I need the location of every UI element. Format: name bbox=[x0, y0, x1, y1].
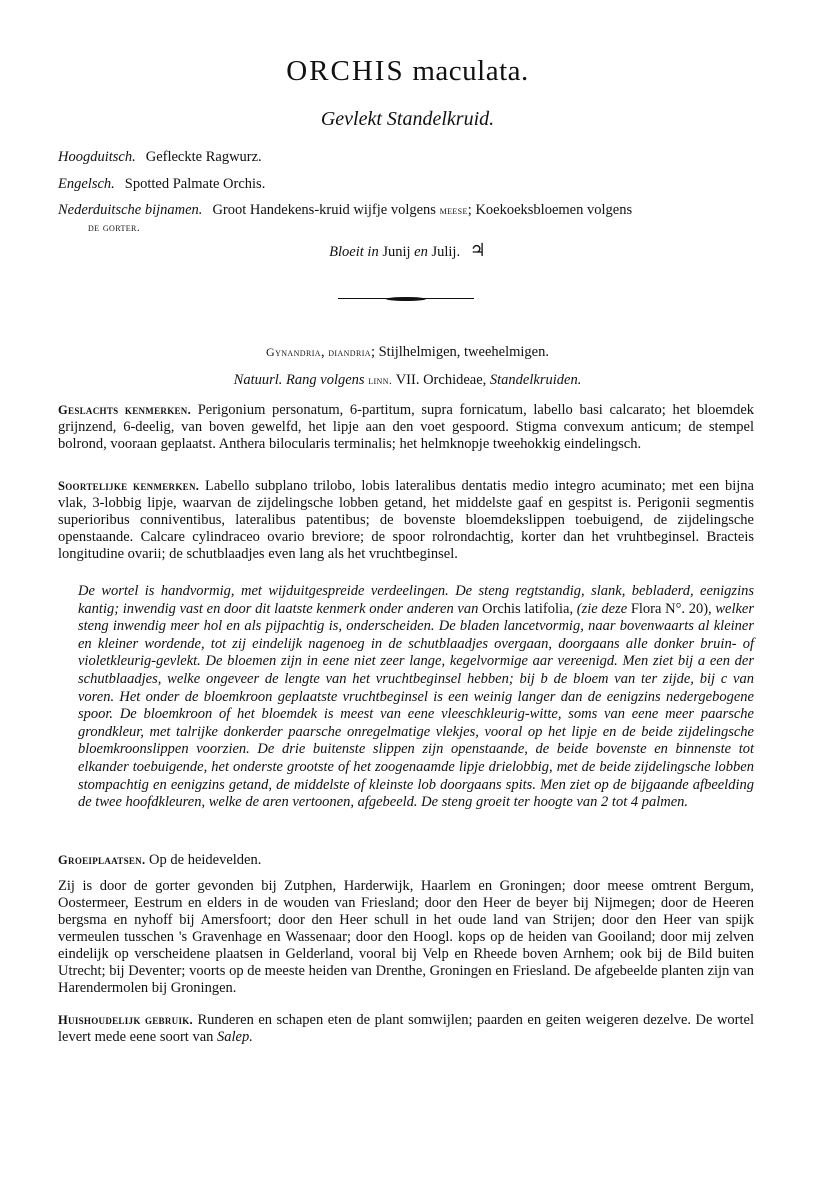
economic-use-lead: Huishoudelijk gebruik. bbox=[58, 1013, 193, 1027]
natural-rank-c: Orchideae, bbox=[423, 372, 487, 388]
perennial-symbol: ♃ bbox=[469, 240, 486, 260]
natural-rank-a: Natuurl. Rang volgens bbox=[233, 372, 365, 388]
value-german: Gefleckte Ragwurz. bbox=[145, 149, 262, 165]
author-meese: meese bbox=[439, 203, 468, 217]
natural-rank-line bbox=[0, 372, 815, 389]
description-block bbox=[78, 583, 754, 812]
description-p2: (zie deze bbox=[576, 600, 628, 617]
species-characters-lead: Soortelijke kenmerken. bbox=[58, 479, 200, 493]
genus-characters-text: Perigonium personatum, 6-partitum, supra fornicatum, labello basi calcarato; het bloemdek grijnzend, 6-deelig, van boven gewelfd, het lipje aan den voet gespoord. Stigma convexum anticum; de stempel bolrond, vooraan geplaatst. Anthera bilocularis terminalis; het helmknopje tweehokkig eindelingsch. bbox=[58, 402, 754, 452]
name-english bbox=[58, 176, 754, 193]
species-characters bbox=[58, 478, 754, 563]
economic-use-text: Runderen en schapen eten de plant somwijlen; paarden en geiten weigeren dezelve. De wortel levert mede eene soort van bbox=[58, 1012, 754, 1045]
salep-word: Salep. bbox=[217, 1029, 253, 1045]
natural-rank-d: Standelkruiden. bbox=[489, 372, 582, 388]
habitat-head bbox=[58, 852, 754, 869]
bloei-word-4: en bbox=[414, 244, 428, 260]
natural-rank-b: VII. bbox=[395, 372, 420, 388]
value-dutch-b: ; Koekoeksbloemen volgens bbox=[467, 202, 633, 218]
author-gorter: de gorter. bbox=[88, 220, 141, 234]
label-german: Hoogduitsch. bbox=[58, 149, 136, 165]
ornamental-divider bbox=[338, 298, 474, 299]
bloei-line bbox=[0, 240, 815, 261]
label-english: Engelsch. bbox=[58, 176, 115, 192]
species-characters-text: Labello subplano trilobo, lobis lateralibus dentatis medio integro acuminato; met een bijna vlak, 3-lobbig lipje, waarvan de zijdelingsche lobben getand, het middelste gaaf en gespitst is. Perigonii segmentis superioribus conniventibus, lateralibus patentibus; de bovenste bloemdekslippen toebuigend, de zijdelingsche openstaande. Calcare cylindraceo ovario breviore; de spoor rolrondachtig, korter dan het vruhtbeginsel. Bracteis longitudine ovarii; de schutblaadjes even lang als het vruchtbeginsel. bbox=[58, 478, 754, 562]
title-species: maculata. bbox=[412, 55, 529, 87]
bloei-word-5: Julij. bbox=[431, 244, 461, 260]
bloei-word-3: Junij bbox=[382, 244, 411, 260]
description-p1: De wortel is handvormig, met wijduitgespreide verdeelingen. De steng regtstandig, slank, bebladerd, eenigzins kantig; inwendig vast en door dit laatste kenmerk onder anderen van bbox=[78, 583, 754, 617]
title-genus: ORCHIS bbox=[286, 55, 405, 87]
economic-use bbox=[58, 1012, 754, 1046]
name-german bbox=[58, 149, 754, 166]
genus-characters-lead: Geslachts kenmerken. bbox=[58, 403, 192, 417]
habitat-text: Zij is door de gorter gevonden bij Zutphen, Harderwijk, Haarlem en Groningen; door meese omtrent Bergum, Oostermeer, Eestrum en elders in de wouden van Friesland; door den Heer de beyer bij Nijmegen; door de Heeren bergsma en nyhoff bij Amersfoort; door den Heer schull in het oude land van Strijen; door den Heer van spijk vermeulen tusschen 's Gravenhage en Wassenaar; door den Hoogl. kops op de heiden van Gooiland; door mij zelven eindelijk op verscheidene plaatsen in Gelderland, vooral bij Velp en Rheede boven Arnhem; ook bij de Bild buiten Utrecht; bij Deventer; voorts op de meeste heiden van Drenthe, Groningen en Friesland. De afgebeelde planten zijn van Harendermolen bij Groningen. bbox=[58, 878, 754, 996]
bloei-word-1: Bloeit bbox=[329, 244, 364, 260]
bloei-word-2: in bbox=[367, 244, 379, 260]
habitat-head-text: Op de heidevelden. bbox=[149, 852, 262, 868]
value-english: Spotted Palmate Orchis. bbox=[124, 176, 266, 192]
description-orchis: Orchis latifolia, bbox=[482, 600, 574, 617]
description-flora: Flora N°. 20), bbox=[630, 600, 712, 617]
page-subtitle: Gevlekt Standelkruid. bbox=[320, 108, 495, 130]
genus-characters bbox=[58, 402, 754, 453]
order-name: diandria bbox=[328, 345, 371, 359]
class-name: Gynandria bbox=[266, 345, 321, 359]
name-dutch bbox=[58, 202, 754, 236]
label-dutch: Nederduitsche bijnamen. bbox=[58, 202, 203, 218]
description-p3: welker steng inwendig meer hol en als pijpachtig is, onderscheiden. De bladen lancetvormig, naar bovenwaarts al kleiner en kleiner wordende, tot zij eindelijk nagenoeg in de schutblaadjes overgaan, doorgaans alle donker bruin- of violetkleurig-gevlekt. De bloemen zijn in eene niet zeer lange, kegelvormige aar vereenigd. Men ziet bij a een der schutblaadjes, welke ongeveer de lengte van het vruchtbeginsel hebben; bij b de bloem van ter zijde, bij c van voren. Het onder de bloemkroon geplaatste vruchtbeginsel is een weinig langer dan de eenigzins nedergebogene spoor. De bloemkroon of het bloemdek is meest van eene vleeschkleurig-witte, soms van eene meer paarsche grondkleur, met talrijke donkerder paarsche onregelmatige vlekjes, vooral op het lipje en de beide zijdelingsche bloemkroonslippen voorzien. De drie buitenste slippen zijn openstaande, de beide bovenste en binnenste tot elkander toebuigende, het onderste grootste of het zoogenaamde lipje drielobbig, met de beide zijdelingsche lobben stompachtig en eenigzins getand, de middelste of kleinste lob doorgaans spits. Men ziet op de bijgaande afbeelding de twee hoofdkleuren, welke de aren vertoonen, afgebeeld. De steng groeit ter hoogte van 2 tot 4 palmen. bbox=[78, 600, 755, 811]
classification-rest: ; Stijlhelmigen, tweehelmigen. bbox=[370, 344, 549, 360]
classification-line: Gynandria, diandria; Stijlhelmigen, tweehelmigen. bbox=[266, 344, 549, 360]
habitat-lead: Groeiplaatsen. bbox=[58, 853, 146, 867]
value-dutch-a: Groot Handekens-kruid wijfje volgens bbox=[212, 202, 436, 218]
linn-ref: linn. bbox=[368, 373, 393, 387]
page-title bbox=[0, 55, 815, 88]
